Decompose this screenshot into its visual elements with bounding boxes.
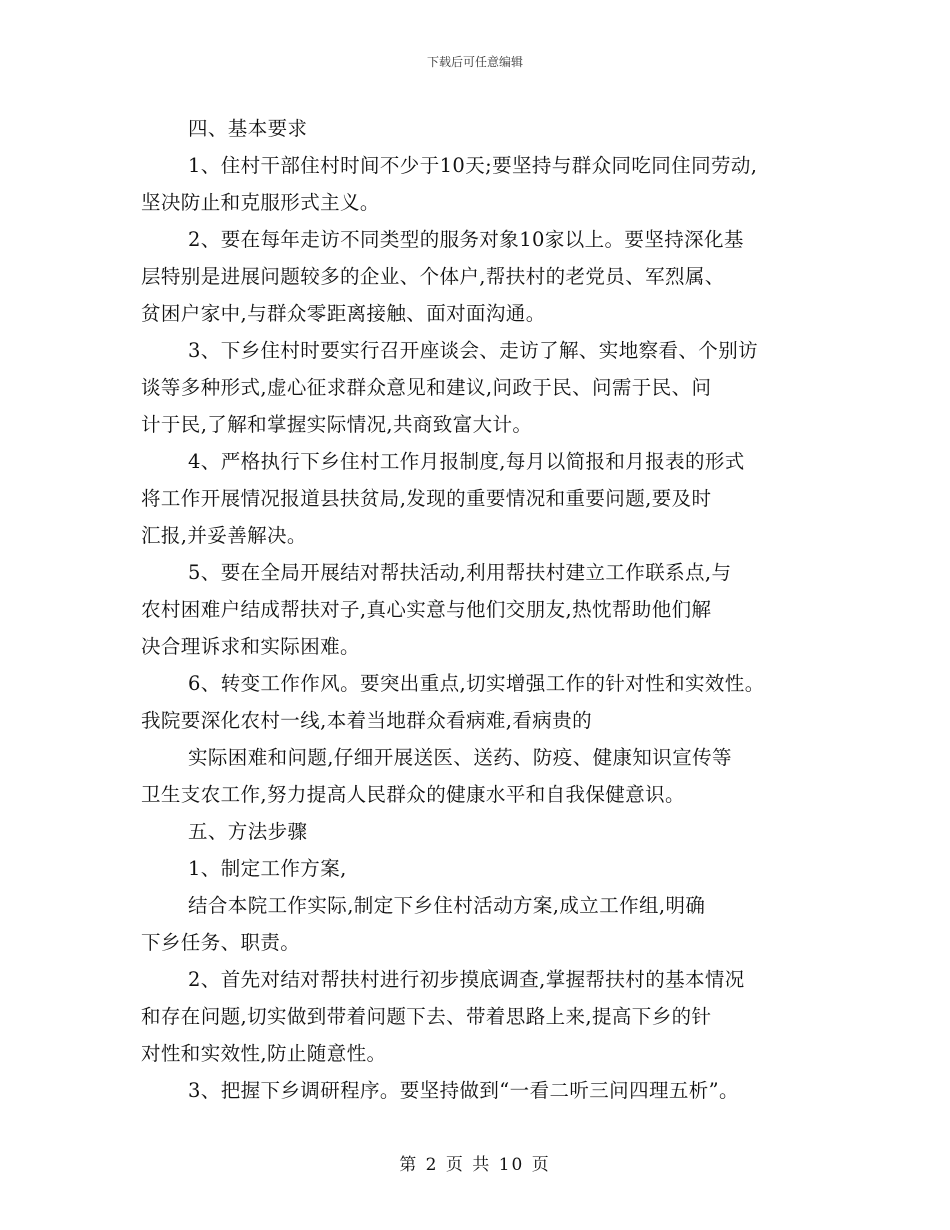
page-header-note: 下载后可任意编辑: [426, 55, 523, 69]
text-line: 卫生支农工作,努力提高人民群众的健康水平和自我保健意识。: [141, 783, 685, 806]
text-line: 农村困难户结成帮扶对子,真心实意与他们交朋友,热忱帮助他们解: [141, 598, 712, 621]
text-line: 四、基本要求: [188, 117, 308, 140]
text-line: 坚决防止和克服形式主义。: [141, 191, 380, 214]
text-line: 实际困难和问题,仔细开展送医、送药、防疫、健康知识宣传等: [188, 746, 732, 769]
text-line: 3、把握下乡调研程序。要坚持做到“一看二听三问四理五析”。: [188, 1079, 739, 1102]
text-line: 汇报,并妥善解决。: [141, 524, 307, 547]
text-line: 结合本院工作实际,制定下乡住村活动方案,成立工作组,明确: [188, 894, 706, 917]
text-line: 6、转变工作作风。要突出重点,切实增强工作的针对性和实效性。: [188, 672, 765, 695]
text-line: 下乡任务、职责。: [141, 931, 301, 954]
text-line: 1、制定工作方案,: [188, 857, 347, 880]
text-line: 将工作开展情况报道县扶贫局,发现的重要情况和重要问题,要及时: [141, 487, 712, 510]
text-line: 计于民,了解和掌握实际情况,共商致富大计。: [141, 413, 533, 436]
text-line: 五、方法步骤: [188, 820, 308, 843]
text-line: 2、首先对结对帮扶村进行初步摸底调查,掌握帮扶村的基本情况: [188, 968, 745, 991]
document-body: [141, 110, 821, 1109]
text-line: 5、要在全局开展结对帮扶活动,利用帮扶村建立工作联系点,与: [188, 561, 732, 584]
text-line: 3、下乡住村时要实行召开座谈会、走访了解、实地察看、个别访: [188, 339, 759, 362]
text-line: 1、住村干部住村时间不少于10天;要坚持与群众同吃同住同劳动,: [188, 154, 758, 177]
text-line: 谈等多种形式,虚心征求群众意见和建议,问政于民、问需于民、问: [141, 376, 712, 399]
text-line: 我院要深化农村一线,本着当地群众看病难,看病贵的: [141, 709, 592, 732]
text-line: 决合理诉求和实际困难。: [141, 635, 360, 658]
text-line: 层特别是进展问题较多的企业、个体户,帮扶村的老党员、军烈属、: [141, 265, 725, 288]
text-line: 贫困户家中,与群众零距离接触、面对面沟通。: [141, 302, 546, 325]
text-line: 和存在问题,切实做到带着问题下去、带着思路上来,提高下乡的针: [141, 1005, 712, 1028]
text-line: 对性和实效性,防止随意性。: [141, 1042, 387, 1065]
text-line: 2、要在每年走访不同类型的服务对象10家以上。要坚持深化基: [188, 228, 744, 251]
page-number-footer: 第 2 页 共 10 页: [399, 1155, 551, 1175]
text-line: 4、严格执行下乡住村工作月报制度,每月以简报和月报表的形式: [188, 450, 745, 473]
